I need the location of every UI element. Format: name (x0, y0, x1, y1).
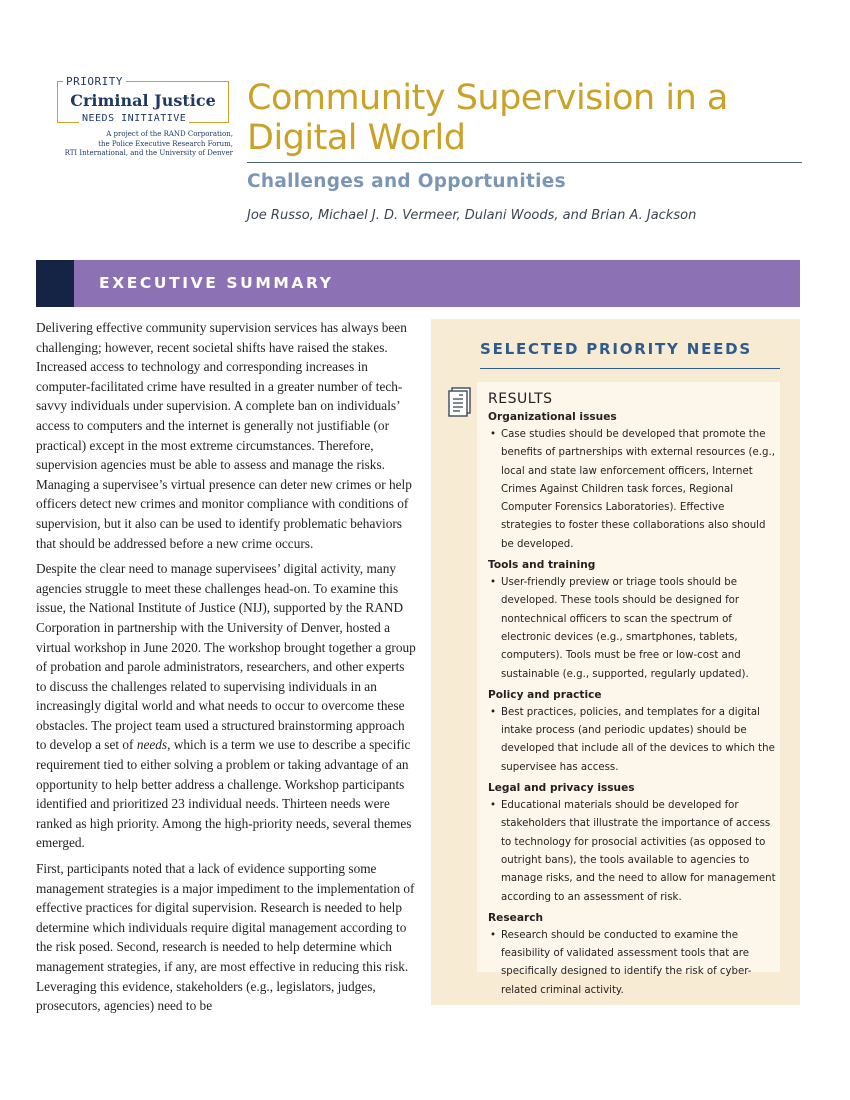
body-paragraph: First, participants noted that a lack of evidence supporting some management strategies is a major impediment to the implementation of effective practices for digital supervision. Research is needed to help determine which individuals require digital management according to the risk posed. Second, research is needed to help determine which management strategies, if any, are most effective in reducing this risk. Leveraging this evidence, stakeholders (e.g., legislators, judges, prosecutors, agencies) need to be (36, 861, 415, 1014)
title-divider (247, 162, 802, 163)
bullet-item: • Educational materials should be developed for stakeholders that illustrate the importance of access to technology for prosocial activities (as opposed to outright bans), the tools available to agencies to manage risks, and the need to allow for management according to an assessment of risk. (488, 797, 778, 907)
emphasis-term: needs (136, 737, 168, 753)
body-paragraph (36, 559, 418, 853)
logo-priority-text: PRIORITY (63, 75, 126, 88)
sidebar-divider (480, 368, 780, 369)
sidebar-heading: SELECTED PRIORITY NEEDS (480, 340, 753, 358)
section-title: Tools and training (488, 559, 596, 572)
page-subtitle: Challenges and Opportunities (247, 171, 566, 192)
document-list-icon (447, 387, 473, 417)
logo-partner-line: the Police Executive Research Forum, (98, 139, 233, 148)
executive-summary-body (36, 318, 418, 1022)
logo-program-name: Criminal Justice (70, 91, 216, 110)
section-title: Legal and privacy issues (488, 782, 635, 795)
section-title: Organizational issues (488, 411, 617, 423)
bullet-item: • Research should be conducted to examine the feasibility of validated assessment tools that are specifically designed to identify the risk of cyber-related criminal activity. (488, 927, 778, 1000)
authors-line: Joe Russo, Michael J. D. Vermeer, Dulani Woods, and Brian A. Jackson (247, 208, 697, 223)
logo-partner-line: A project of the RAND Corporation, (106, 130, 233, 138)
body-text: , which is a term we use to describe a specific requirement tied to either solving a problem or taking advantage of an opportunity to help better address a challenge. Workshop participants identified and prioritized 23 individual needs. Thirteen needs were ranked as high priority. Among the high-priority needs, several themes emerged. (36, 737, 412, 851)
executive-summary-banner (36, 260, 800, 307)
logo-partner-line: RTI International, and the University of Denver (64, 149, 233, 157)
body-text: Despite the clear need to manage supervisees’ digital activity, many agencies struggle to meet these challenges head-on. To examine this issue, the National Institute of Justice (NIJ), supported by the RAND Corporation in partnership with the University of Denver, hosted a virtual workshop in June 2020. The workshop brought together a group of probation and parole administrators, researchers, and other experts to discuss the challenges related to supervising individuals in an increasingly digital world and what needs to occur to overcome these obstacles. The project team used a structured brainstorming approach to develop a set of (36, 561, 416, 753)
results-content (488, 390, 778, 1000)
bullet-item: • Case studies should be developed that promote the benefits of partnerships with external resources (e.g., local and state law enforcement officers, Internet Crimes Against Children task forces, Regional Computer Forensics Laboratories). Effective strategies to foster these collaborations also should be developed. (488, 426, 778, 554)
logo-initiative-text: NEEDS INITIATIVE (79, 113, 189, 124)
banner-accent-block (36, 260, 74, 307)
logo-partners (35, 130, 233, 159)
results-title: RESULTS (488, 391, 553, 407)
body-paragraph: Delivering effective community supervision services has always been challenging; however, recent societal shifts have raised the stakes. Increased access to technology and corresponding increases in computer-facilitated crime have resulted in a greater number of tech-savvy individuals under supervision. A complete ban on individuals’ access to computers and the internet is generally not justifiable (or practical) except in the most extreme circumstances. Therefore, supervision agencies must be able to assess and manage the risks. Managing a supervisee’s virtual presence can deter new crimes or help officers detect new crimes and monitor compliance with conditions of supervision, but it also can be used to identify problematic behaviors that should be addressed before a new crime occurs. (36, 320, 412, 551)
bullet-item: • User-friendly preview or triage tools should be developed. These tools should be designed for nontechnical officers to scan the spectrum of electronic devices (e.g., smartphones, tablets, computers). Tools must be free or low-cost and sustainable (e.g., supported, regularly updated). (488, 574, 778, 684)
priority-needs-sidebar (431, 319, 800, 1005)
bullet-item: • Best practices, policies, and templates for a digital intake process (and periodic updates) should be developed that include all of the devices to which the supervisee has access. (488, 704, 778, 777)
banner-label: EXECUTIVE SUMMARY (99, 274, 334, 292)
logo (57, 77, 233, 159)
section-title: Policy and practice (488, 688, 602, 701)
section-title: Research (488, 911, 544, 924)
page-title: Community Supervision in a Digital World (247, 78, 728, 158)
